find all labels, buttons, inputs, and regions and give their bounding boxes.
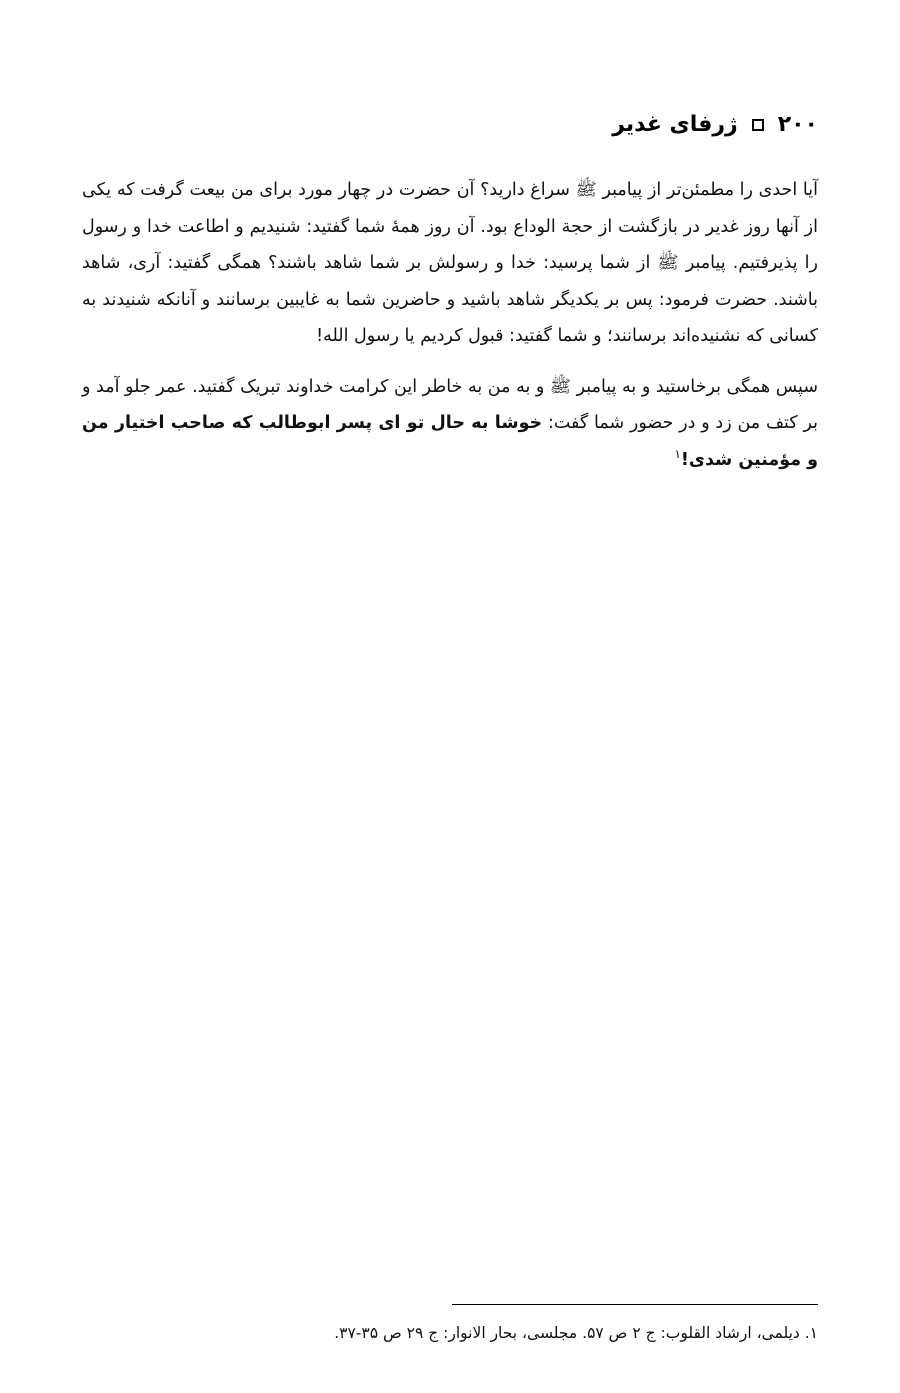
footnote: ۱. دیلمی، ارشاد القلوب: ج ۲ ص ۵۷. مجلسی، بحار الانوار: ج ۲۹ ص ۳۵-۳۷.	[334, 1324, 818, 1342]
footnote-reference[interactable]: ۱	[674, 446, 681, 461]
paragraph-2-bold-quote: خوشا به حال تو ای پسر ابوطالب که صاحب اختیار من و مؤمنین شدی!	[82, 413, 818, 470]
paragraph-2-text: سپس همگی برخاستید و به پیامبر ﷺ و به من به خاطر این کرامت خداوند تبریک گفتید. عمر جلو آمد و بر کتف من زد و در حضور شما گفت:	[82, 376, 818, 433]
running-header	[612, 112, 818, 137]
paragraph-2	[82, 369, 818, 479]
paragraph-1: آیا احدی را مطمئن‌تر از پیامبر ﷺ سراغ دارید؟ آن حضرت در چهار مورد برای من بیعت گرفت که یکی از آنها روز غدیر در بازگشت از حجة الوداع بود. آن روز همهٔ شما گفتید: شنیدیم و اطاعت خدا و رسول را پذیرفتیم. پیامبر ﷺ از شما پرسید: خدا و رسولش بر شما شاهد باشند؟ همگی گفتید: آری، شاهد باشند. حضرت فرمود: پس بر یکدیگر شاهد باشید و حاضرین شما به غایبین برسانند و آنانکه شنیدند به کسانی که نشنیده‌اند برسانند؛ و شما گفتید: قبول کردیم یا رسول الله!	[82, 180, 818, 346]
body-text	[82, 172, 818, 478]
book-title: ژرفای غدیر	[612, 112, 738, 137]
page-number: ۲۰۰	[777, 112, 818, 137]
footnote-separator	[452, 1304, 818, 1305]
square-icon	[752, 119, 764, 131]
